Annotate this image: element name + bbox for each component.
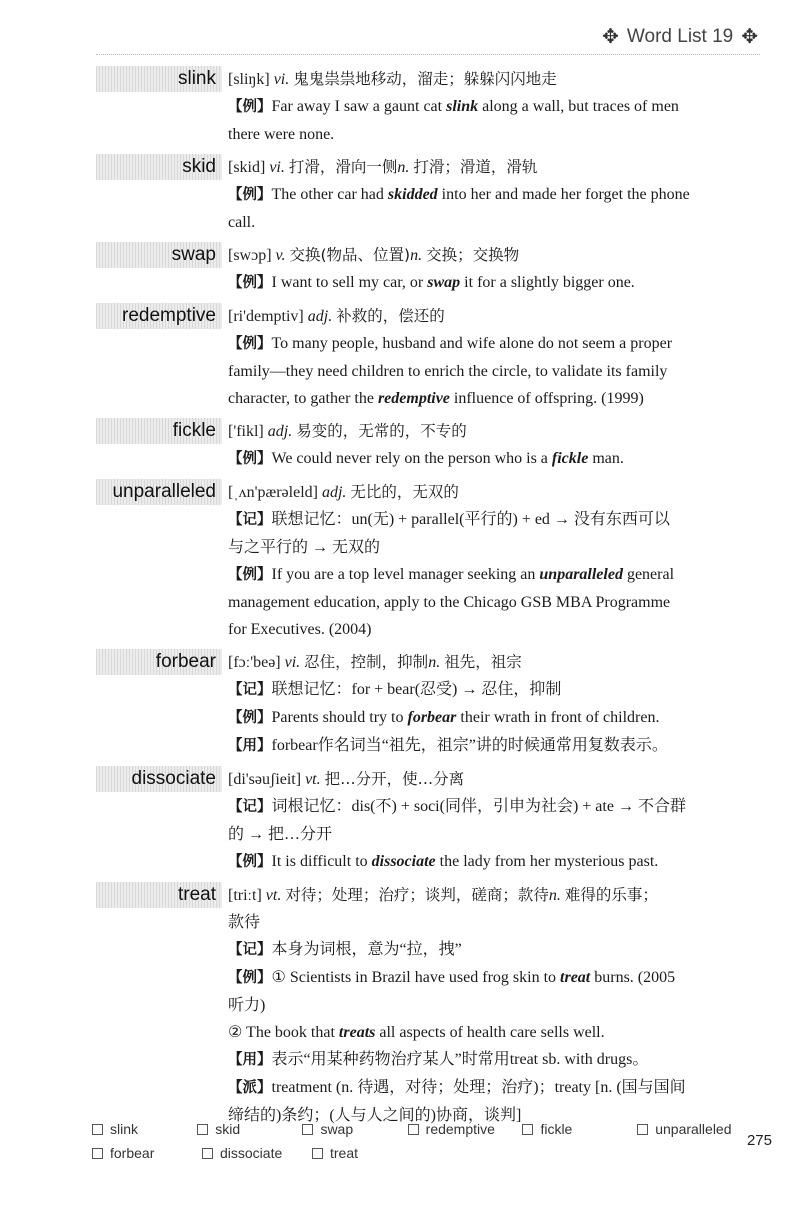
- checkbox-icon[interactable]: [92, 1124, 103, 1135]
- section-tag: 【例】: [228, 99, 272, 115]
- line-text: The other car had: [271, 186, 388, 203]
- line-text: family—they need children to enrich the circle, to validate its family: [228, 363, 668, 380]
- phonetic: [sliŋk]: [228, 71, 270, 88]
- entry-line: [228, 732, 756, 760]
- line-text: 的 → 把…分开: [228, 826, 333, 843]
- line-text: I want to sell my car, or: [271, 274, 428, 291]
- highlighted-word: treats: [338, 1024, 376, 1041]
- line-text: 联想记忆：for + bear(忍受) → 忍住，抑制: [271, 681, 562, 698]
- part-of-speech: n.: [428, 654, 441, 671]
- checkbox-icon[interactable]: [312, 1148, 323, 1159]
- part-of-speech: adj.: [307, 308, 333, 325]
- header-divider: [96, 54, 760, 55]
- line-text: there were none.: [228, 126, 335, 143]
- highlighted-word: swap: [427, 274, 461, 291]
- checklist-label: slink: [110, 1121, 139, 1137]
- section-tag: 【例】: [228, 970, 272, 986]
- headword: treat: [96, 882, 222, 908]
- section-tag: 【例】: [228, 275, 272, 291]
- headword-row: [96, 66, 756, 93]
- headword-row: [96, 154, 756, 181]
- phonetic: [swɔp]: [228, 247, 272, 264]
- headword: slink: [96, 66, 222, 92]
- headword-row: [96, 882, 756, 909]
- chinese-definition: 无比的，无双的: [350, 483, 459, 501]
- phonetic: ['fikl]: [228, 423, 264, 440]
- line-text: It is difficult to: [271, 853, 372, 870]
- checklist-label: swap: [320, 1121, 354, 1137]
- word-entry: [96, 418, 756, 473]
- highlighted-word: unparalleled: [539, 566, 623, 583]
- headword-row: [96, 242, 756, 269]
- entry-line: [228, 909, 756, 936]
- definition: [222, 766, 756, 793]
- part-of-speech: vt.: [265, 887, 282, 904]
- line-text: influence of offspring. (1999): [449, 390, 644, 407]
- headword: skid: [96, 154, 222, 180]
- line-text: 本身为词根，意为“拉，拽”: [271, 941, 462, 958]
- checkbox-icon[interactable]: [302, 1124, 313, 1135]
- checklist-item[interactable]: [302, 1121, 407, 1137]
- line-text: Parents should try to: [271, 709, 408, 726]
- word-entry: [96, 303, 756, 412]
- section-tag: 【用】: [228, 1052, 272, 1068]
- highlighted-word: redemptive: [377, 390, 450, 407]
- chinese-definition: 把…分开，使…分离: [324, 770, 465, 788]
- checkbox-icon[interactable]: [408, 1124, 419, 1135]
- line-text: management education, apply to the Chicago GSB MBA Programme: [228, 594, 671, 611]
- phonetic: [di'səuʃieit]: [228, 771, 302, 788]
- headword-row: [96, 479, 756, 506]
- line-text: 表示“用某种药物治疗某人”时常用treat sb. with drugs。: [271, 1051, 649, 1068]
- section-tag: 【例】: [228, 854, 272, 870]
- chinese-definition: 打滑；滑道，滑轨: [413, 158, 538, 176]
- headword: forbear: [96, 649, 222, 675]
- part-of-speech: adj.: [321, 484, 347, 501]
- chinese-definition: 打滑，滑向一侧: [288, 158, 398, 176]
- line-text: their wrath in front of children.: [456, 709, 660, 726]
- chinese-definition: 对待；处理；治疗；谈判，磋商；款待: [285, 886, 549, 904]
- page-number: 275: [746, 1132, 772, 1149]
- checkbox-icon[interactable]: [92, 1148, 103, 1159]
- line-text: To many people, husband and wife alone do not seem a proper: [271, 335, 673, 352]
- highlighted-word: forbear: [407, 709, 457, 726]
- definition: [222, 303, 756, 330]
- phonetic: [ri'demptiv]: [228, 308, 304, 325]
- line-text: If you are a top level manager seeking an: [271, 566, 540, 583]
- checkbox-icon[interactable]: [197, 1124, 208, 1135]
- entry-line: [228, 964, 756, 992]
- chinese-definition: 交换；交换物: [426, 246, 520, 264]
- word-entry: [96, 479, 756, 643]
- checklist-label: treat: [330, 1145, 359, 1161]
- checklist-label: dissociate: [220, 1145, 283, 1161]
- line-text: character, to gather the: [228, 390, 378, 407]
- entry-line: [228, 992, 756, 1019]
- chinese-definition: 祖先，祖宗: [444, 653, 522, 671]
- checklist-label: skid: [215, 1121, 241, 1137]
- part-of-speech: vt.: [305, 771, 321, 788]
- line-text: 听力): [228, 997, 266, 1014]
- headword: fickle: [96, 418, 222, 444]
- phonetic: [fɔː'beə]: [228, 654, 281, 671]
- entry-line: [228, 1074, 756, 1102]
- section-tag: 【例】: [228, 451, 272, 467]
- line-text: 款待: [228, 914, 261, 931]
- line-text: into her and made her forget the phone: [437, 186, 690, 203]
- section-tag: 【记】: [228, 512, 272, 528]
- checklist-label: forbear: [110, 1145, 155, 1161]
- section-tag: 【记】: [228, 942, 272, 958]
- checklist-item[interactable]: [197, 1121, 302, 1137]
- checkbox-icon[interactable]: [637, 1124, 648, 1135]
- highlighted-word: slink: [446, 98, 479, 115]
- checklist-label: redemptive: [425, 1121, 495, 1137]
- phonetic: [skid]: [228, 159, 266, 176]
- checklist-row: [92, 1117, 752, 1141]
- definition: [222, 154, 756, 181]
- part-of-speech: vi.: [273, 71, 290, 88]
- checklist-label: fickle: [540, 1121, 573, 1137]
- definition: [222, 479, 756, 506]
- section-tag: 【例】: [228, 336, 272, 352]
- chinese-definition: 交换(物品、位置): [289, 246, 411, 264]
- line-text: 词根记忆：dis(不) + soci(同伴，引申为社会) + ate → 不合群: [271, 798, 686, 815]
- word-entry: [96, 766, 756, 876]
- headword-row: [96, 418, 756, 445]
- section-tag: 【记】: [228, 682, 272, 698]
- entry-line: [228, 269, 756, 297]
- checklist-item[interactable]: [637, 1121, 752, 1137]
- part-of-speech: v.: [275, 247, 286, 264]
- headword-row: [96, 649, 756, 676]
- line-text: call.: [228, 214, 256, 231]
- entry-line: [228, 358, 756, 385]
- definition: [222, 418, 756, 445]
- word-entry: [96, 242, 756, 297]
- word-entry: [96, 649, 756, 760]
- checklist-item[interactable]: [312, 1145, 422, 1161]
- checkbox-icon[interactable]: [202, 1148, 213, 1159]
- checkbox-icon[interactable]: [522, 1124, 533, 1135]
- entry-line: [228, 821, 756, 848]
- line-text: along a wall, but traces of men: [478, 98, 679, 115]
- line-text: it for a slightly bigger one.: [460, 274, 635, 291]
- line-text: forbear作名词当“祖先，祖宗”讲的时候通常用复数表示。: [271, 737, 668, 754]
- line-text: ① Scientists in Brazil have used frog skin to: [271, 969, 561, 986]
- chinese-definition: 易变的，无常的，不专的: [296, 422, 467, 440]
- entry-line: [228, 704, 756, 732]
- checklist-item[interactable]: [522, 1121, 637, 1137]
- chinese-definition: 鬼鬼祟祟地移动，溜走；躲躲闪闪地走: [293, 70, 557, 88]
- chinese-definition: 难得的乐事；: [564, 886, 658, 904]
- part-of-speech: vi.: [284, 654, 301, 671]
- headword: swap: [96, 242, 222, 268]
- page-header: [602, 26, 758, 48]
- entry-line: [228, 589, 756, 616]
- entry-line: [228, 385, 756, 412]
- highlighted-word: dissociate: [371, 853, 436, 870]
- phonetic: [triːt]: [228, 887, 262, 904]
- checklist-row: [92, 1141, 752, 1165]
- definition: [222, 242, 756, 269]
- entry-line: [228, 534, 756, 561]
- line-text: man.: [588, 450, 624, 467]
- entry-line: [228, 676, 756, 704]
- word-entry: [96, 882, 756, 1129]
- entry-line: [228, 330, 756, 358]
- word-entry: [96, 154, 756, 236]
- entry-list: [96, 66, 756, 1135]
- line-text: 与之平行的 → 无双的: [228, 539, 381, 556]
- line-text: burns. (2005: [590, 969, 676, 986]
- part-of-speech: n.: [548, 887, 561, 904]
- phonetic: [ˌʌn'pærəleld]: [228, 484, 318, 501]
- checklist-item[interactable]: [92, 1121, 197, 1137]
- line-text: 联想记忆：un(无) + parallel(平行的) + ed → 没有东西可以: [271, 511, 670, 528]
- section-tag: 【用】: [228, 738, 272, 754]
- headword: dissociate: [96, 766, 222, 792]
- entry-line: [228, 616, 756, 643]
- chinese-definition: 忍住，控制，抑制: [304, 653, 429, 671]
- checklist-label: unparalleled: [655, 1121, 732, 1137]
- clover-icon: ✥: [741, 26, 758, 48]
- line-text: 缔结的)条约；(人与人之间的)协商，谈判]: [228, 1107, 522, 1124]
- headword-row: [96, 766, 756, 793]
- entry-line: [228, 848, 756, 876]
- entry-line: [228, 1019, 756, 1046]
- line-text: general: [622, 566, 675, 583]
- definition: [222, 882, 756, 909]
- entry-line: [228, 181, 756, 209]
- entry-line: [228, 561, 756, 589]
- section-tag: 【例】: [228, 567, 272, 583]
- highlighted-word: fickle: [551, 450, 589, 467]
- line-text: for Executives. (2004): [228, 621, 372, 638]
- section-tag: 【派】: [228, 1080, 272, 1096]
- entry-line: [228, 121, 756, 148]
- line-text: all aspects of health care sells well.: [375, 1024, 605, 1041]
- line-text: ② The book that: [228, 1024, 339, 1041]
- line-text: We could never rely on the person who is a: [271, 450, 552, 467]
- part-of-speech: adj.: [267, 423, 293, 440]
- entry-line: [228, 936, 756, 964]
- word-list-title: Word List 19: [626, 26, 734, 47]
- definition: [222, 66, 756, 93]
- entry-line: [228, 93, 756, 121]
- entry-line: [228, 793, 756, 821]
- line-text: treatment (n. 待遇，对待；处理；治疗)；treaty [n. (国与国间: [271, 1079, 686, 1096]
- highlighted-word: skidded: [387, 186, 438, 203]
- headword: redemptive: [96, 303, 222, 329]
- headword-row: [96, 303, 756, 330]
- checklist-item[interactable]: [202, 1145, 312, 1161]
- part-of-speech: n.: [410, 247, 423, 264]
- chinese-definition: 补救的，偿还的: [336, 307, 445, 325]
- section-tag: 【记】: [228, 799, 272, 815]
- entry-line: [228, 209, 756, 236]
- checklist-item[interactable]: [408, 1121, 523, 1137]
- line-text: the lady from her mysterious past.: [435, 853, 659, 870]
- word-entry: [96, 66, 756, 148]
- headword: unparalleled: [96, 479, 222, 505]
- section-tag: 【例】: [228, 187, 272, 203]
- part-of-speech: vi.: [269, 159, 285, 176]
- line-text: Far away I saw a gaunt cat: [271, 98, 447, 115]
- highlighted-word: treat: [560, 969, 591, 986]
- checklist-item[interactable]: [92, 1145, 202, 1161]
- definition: [222, 649, 756, 676]
- section-tag: 【例】: [228, 710, 272, 726]
- entry-line: [228, 445, 756, 473]
- entry-line: [228, 1046, 756, 1074]
- entry-line: [228, 506, 756, 534]
- clover-icon: ✥: [602, 26, 619, 48]
- checklist-footer: [92, 1117, 752, 1165]
- part-of-speech: n.: [397, 159, 410, 176]
